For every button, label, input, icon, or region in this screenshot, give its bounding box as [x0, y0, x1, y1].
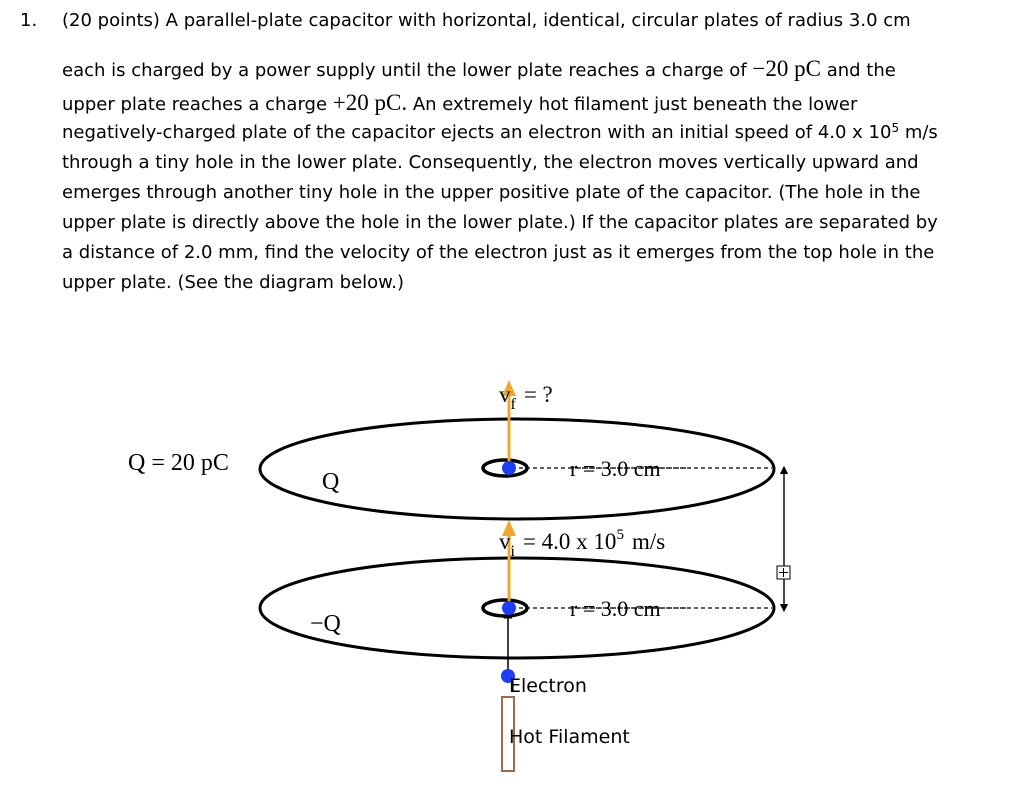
lower-charge: −20 pC	[752, 56, 821, 81]
vf-label: $v_f$ = ?	[499, 382, 553, 413]
problem-line-3: upper plate reaches a charge +20 pC. An extremely hot filament just beneath the lower	[62, 90, 858, 115]
vi-label: $v_i = 4.0$ x $10^5$ m/s	[499, 527, 666, 560]
problem-line-6: emerges through another tiny hole in the upper positive plate of the capacitor. (The hole in the	[62, 182, 921, 203]
lower-radius-label: r = 3.0 cm	[570, 596, 661, 621]
charge-label: Q = 20 pC	[128, 450, 229, 476]
problem-number: 1.	[20, 10, 38, 31]
filament-label: Hot Filament	[509, 726, 630, 748]
upper-charge: +20 pC.	[332, 90, 408, 115]
problem-line-9: upper plate. (See the diagram below.)	[62, 272, 404, 293]
electron-upper	[502, 461, 516, 475]
problem-line-4: negatively-charged plate of the capacitor ejects an electron with an initial speed of 4.0 x $10^5$ m/s	[62, 121, 938, 143]
problem-line-7: upper plate is directly above the hole in the lower plate.) If the capacitor plates are separated by	[62, 212, 938, 233]
electron-lower	[502, 601, 516, 615]
problem-line-5: through a tiny hole in the lower plate. Consequently, the electron moves vertically upward and	[62, 152, 919, 173]
lower-plate-label: −Q	[310, 611, 341, 637]
problem-line-2: each is charged by a power supply until the lower plate reaches a charge of −20 pC and the	[62, 56, 896, 81]
upper-plate-label: Q	[322, 469, 340, 495]
speed-exponent: 5	[891, 121, 900, 135]
upper-radius-label: r = 3.0 cm	[570, 456, 661, 481]
problem-line-1: (20 points) A parallel-plate capacitor with horizontal, identical, circular plates of radius 3.0 cm	[62, 10, 911, 31]
problem-line-8: a distance of 2.0 mm, find the velocity of the electron just as it emerges from the top hole in the	[62, 242, 935, 263]
electron-label: Electron	[509, 675, 587, 697]
